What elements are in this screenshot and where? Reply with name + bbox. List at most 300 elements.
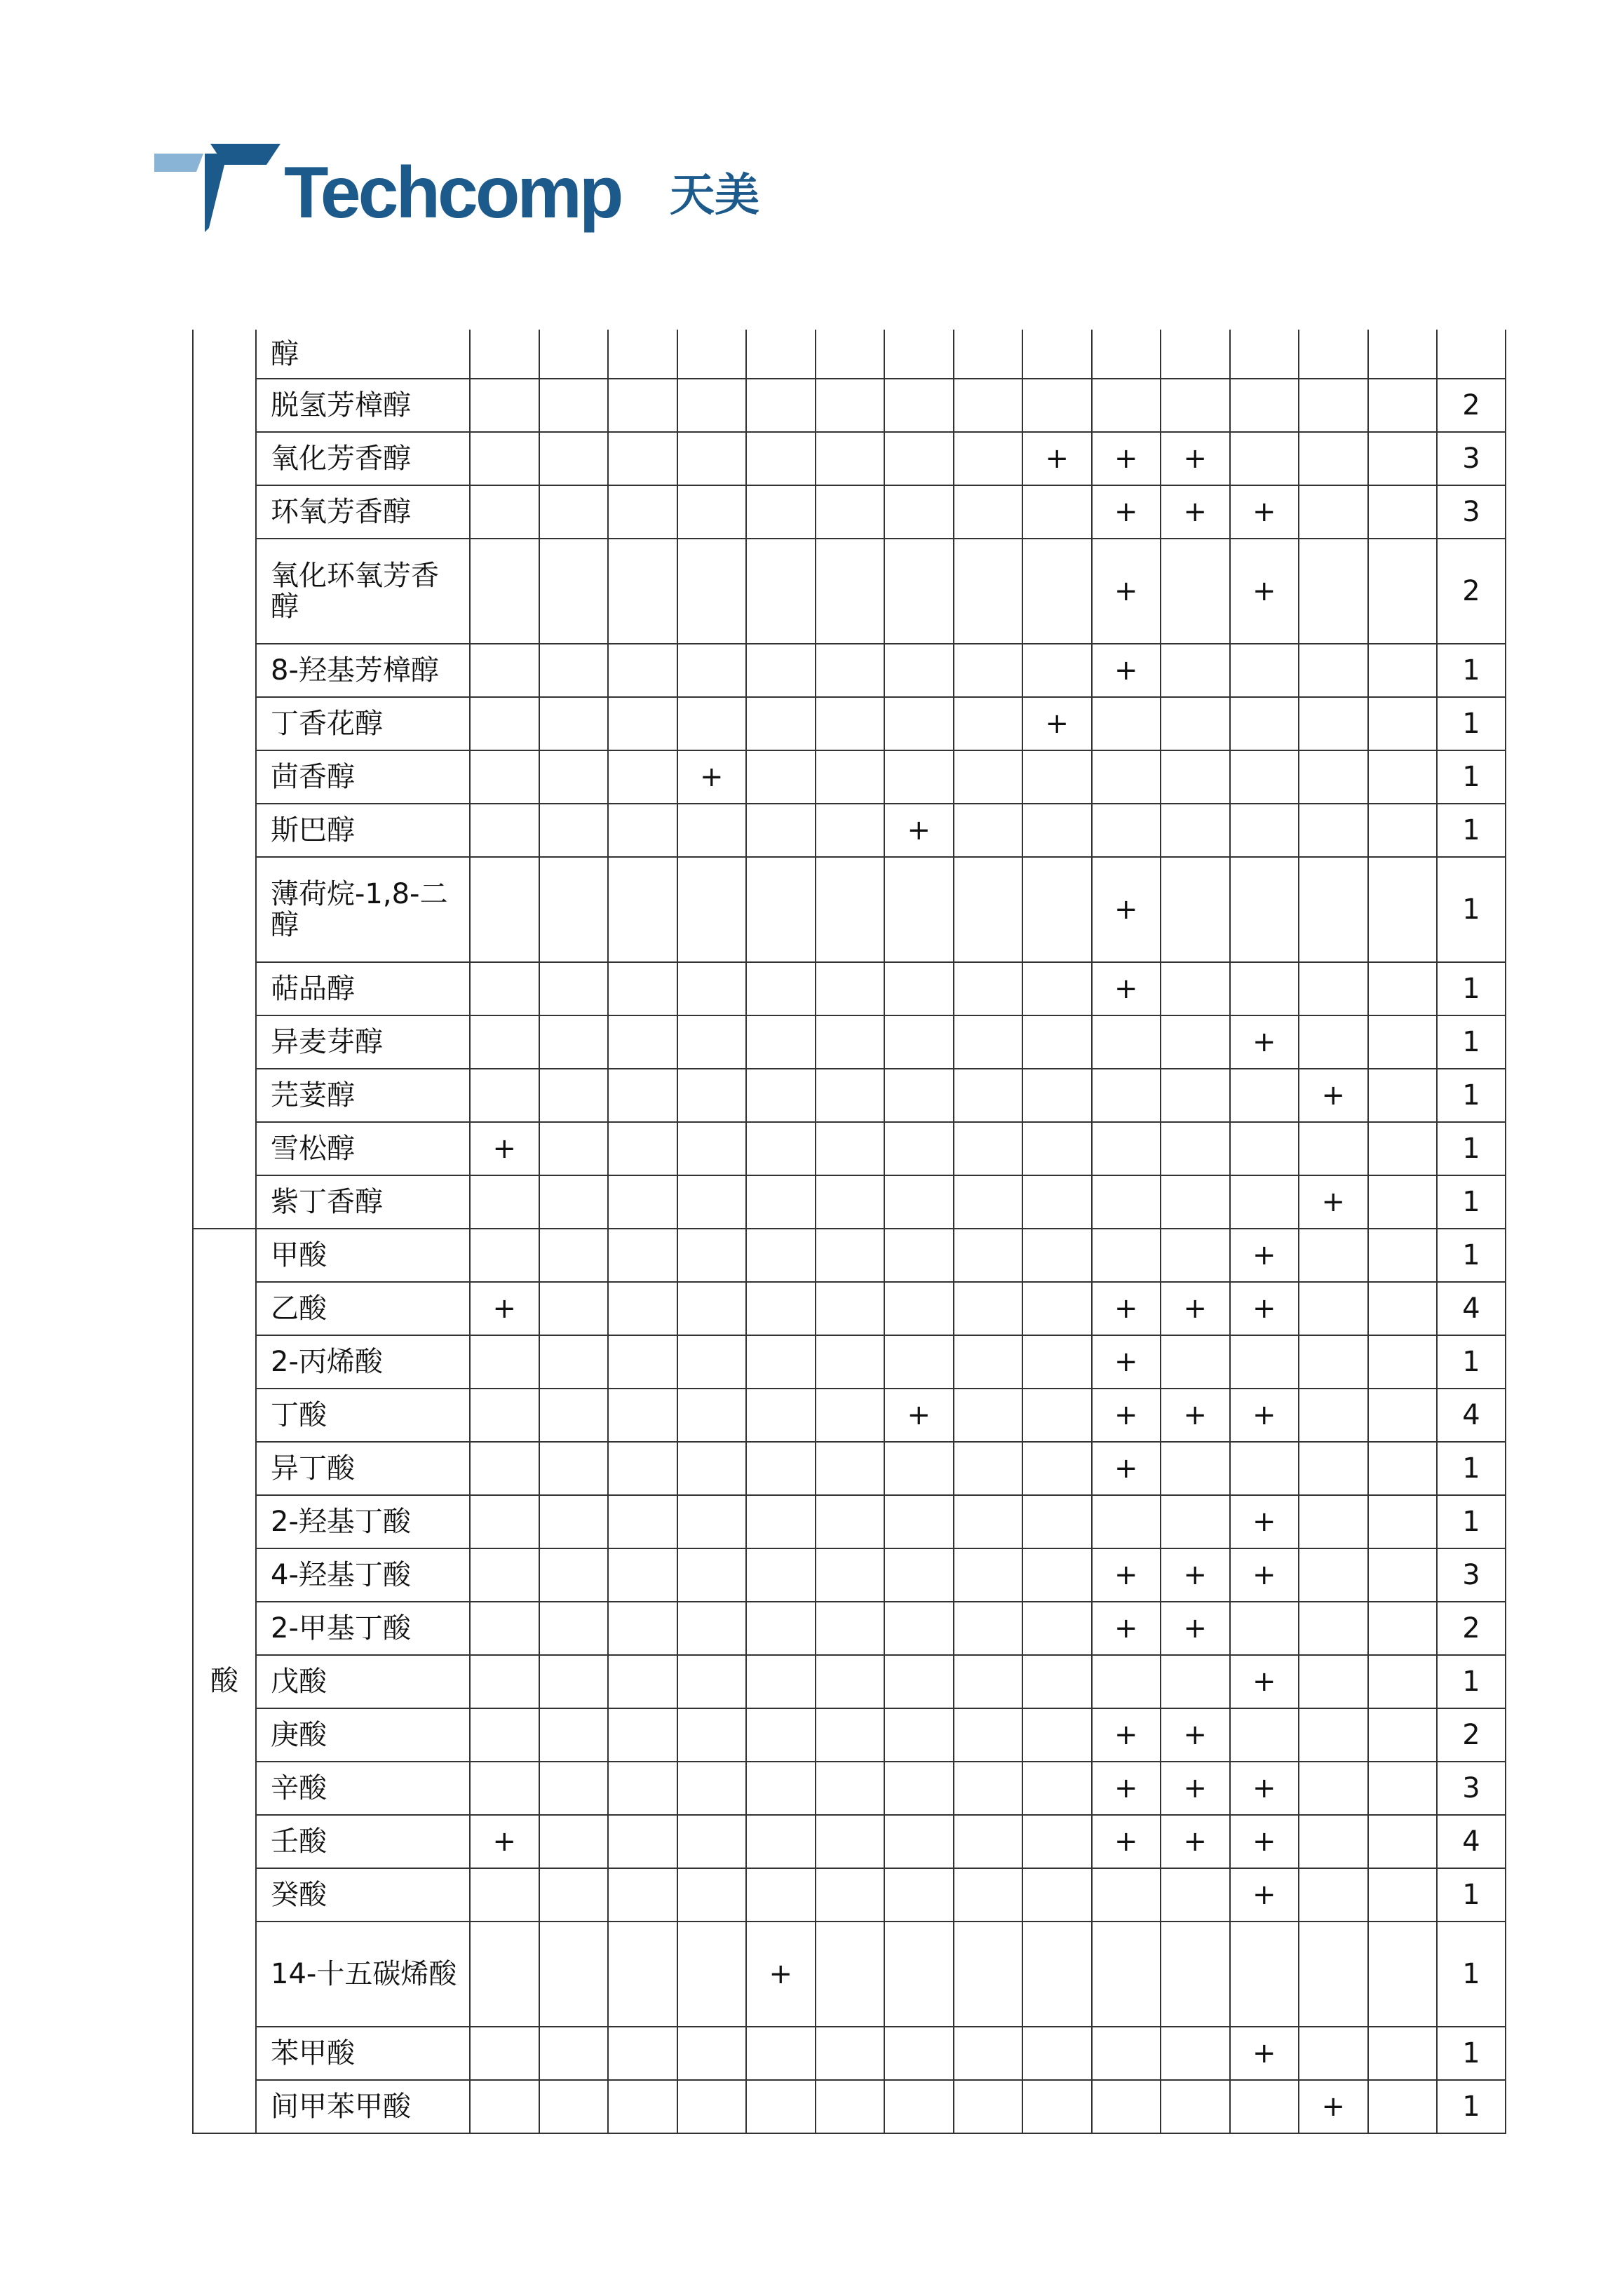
mark-cell	[1022, 1548, 1092, 1602]
mark-cell	[470, 379, 539, 432]
mark-cell	[1299, 962, 1368, 1015]
mark-cell	[746, 485, 816, 539]
mark-cell	[539, 1815, 609, 1868]
mark-cell	[608, 330, 677, 379]
mark-cell	[608, 1602, 677, 1655]
compound-name-cell: 脱氢芳樟醇	[256, 379, 470, 432]
table-row	[193, 1442, 1506, 1495]
compound-name-cell: 萜品醇	[256, 962, 470, 1015]
mark-cell: +	[1161, 1602, 1230, 1655]
count-cell: 4	[1437, 1282, 1506, 1335]
mark-cell: +	[884, 1389, 954, 1442]
mark-cell	[1368, 2027, 1438, 2080]
mark-cell	[884, 1122, 954, 1175]
mark-cell: +	[677, 750, 747, 804]
compound-name-cell: 8-羟基芳樟醇	[256, 644, 470, 697]
mark-cell	[816, 485, 885, 539]
count-cell: 1	[1437, 1868, 1506, 1922]
mark-cell	[884, 1922, 954, 2027]
mark-cell	[677, 804, 747, 857]
mark-cell	[816, 1282, 885, 1335]
compound-name-cell: 间甲苯甲酸	[256, 2080, 470, 2133]
mark-cell	[608, 697, 677, 750]
mark-cell	[608, 485, 677, 539]
compound-name-cell: 氧化芳香醇	[256, 432, 470, 485]
mark-cell	[1092, 1868, 1161, 1922]
mark-cell	[1092, 379, 1161, 432]
mark-cell: +	[1092, 1548, 1161, 1602]
mark-cell	[1230, 1442, 1299, 1495]
mark-cell	[1022, 1122, 1092, 1175]
mark-cell: +	[1299, 1175, 1368, 1229]
table-row	[193, 1495, 1506, 1548]
table-row	[193, 1868, 1506, 1922]
count-cell: 1	[1437, 2080, 1506, 2133]
mark-cell	[954, 432, 1023, 485]
count-cell: 2	[1437, 1602, 1506, 1655]
mark-cell	[608, 857, 677, 962]
mark-cell	[884, 1655, 954, 1708]
mark-cell	[1299, 432, 1368, 485]
mark-cell	[470, 1495, 539, 1548]
mark-cell	[884, 857, 954, 962]
mark-cell	[1092, 1069, 1161, 1122]
mark-cell	[1092, 750, 1161, 804]
mark-cell	[470, 539, 539, 644]
mark-cell	[677, 962, 747, 1015]
mark-cell	[1161, 1122, 1230, 1175]
mark-cell: +	[1092, 1389, 1161, 1442]
count-cell: 1	[1437, 1655, 1506, 1708]
mark-cell	[1230, 1922, 1299, 2027]
mark-cell	[1022, 1655, 1092, 1708]
compound-name-cell: 2-丙烯酸	[256, 1335, 470, 1389]
mark-cell	[746, 750, 816, 804]
count-cell: 1	[1437, 1442, 1506, 1495]
mark-cell	[1299, 1495, 1368, 1548]
mark-cell	[1368, 644, 1438, 697]
mark-cell	[677, 1762, 747, 1815]
mark-cell	[1161, 1442, 1230, 1495]
count-cell: 2	[1437, 379, 1506, 432]
mark-cell: +	[1230, 1868, 1299, 1922]
mark-cell	[1368, 1282, 1438, 1335]
mark-cell: +	[1230, 485, 1299, 539]
mark-cell	[539, 2080, 609, 2133]
mark-cell	[1299, 1122, 1368, 1175]
brand-name: Techcomp	[284, 152, 621, 234]
mark-cell	[884, 1762, 954, 1815]
mark-cell	[1299, 1229, 1368, 1282]
mark-cell	[746, 1229, 816, 1282]
mark-cell	[1299, 1602, 1368, 1655]
mark-cell	[816, 1122, 885, 1175]
mark-cell	[677, 1815, 747, 1868]
mark-cell	[608, 1015, 677, 1069]
mark-cell: +	[1092, 1335, 1161, 1389]
mark-cell	[608, 539, 677, 644]
mark-cell	[608, 1069, 677, 1122]
compound-name-cell: 斯巴醇	[256, 804, 470, 857]
mark-cell	[677, 1335, 747, 1389]
mark-cell	[746, 379, 816, 432]
mark-cell	[1368, 1708, 1438, 1762]
mark-cell: +	[1092, 962, 1161, 1015]
mark-cell	[816, 1389, 885, 1442]
mark-cell	[1022, 1389, 1092, 1442]
mark-cell	[608, 379, 677, 432]
table-row	[193, 330, 1506, 379]
mark-cell	[746, 1868, 816, 1922]
mark-cell	[746, 1602, 816, 1655]
mark-cell	[1092, 1122, 1161, 1175]
mark-cell	[677, 379, 747, 432]
mark-cell	[1230, 962, 1299, 1015]
mark-cell	[1022, 1282, 1092, 1335]
mark-cell	[1022, 1602, 1092, 1655]
table-row	[193, 1389, 1506, 1442]
mark-cell	[1368, 1335, 1438, 1389]
table-row	[193, 1708, 1506, 1762]
mark-cell	[816, 962, 885, 1015]
mark-cell	[677, 2027, 747, 2080]
count-cell: 1	[1437, 697, 1506, 750]
mark-cell	[1022, 485, 1092, 539]
mark-cell	[1161, 804, 1230, 857]
mark-cell	[470, 1335, 539, 1389]
mark-cell	[1299, 750, 1368, 804]
mark-cell: +	[1092, 1602, 1161, 1655]
mark-cell	[608, 1548, 677, 1602]
mark-cell	[677, 1708, 747, 1762]
category-cell	[193, 330, 256, 1229]
mark-cell	[470, 1548, 539, 1602]
compound-name-cell: 2-羟基丁酸	[256, 1495, 470, 1548]
mark-cell	[1161, 1335, 1230, 1389]
mark-cell: +	[1230, 1815, 1299, 1868]
mark-cell	[539, 804, 609, 857]
mark-cell	[539, 1762, 609, 1815]
mark-cell	[1299, 379, 1368, 432]
count-cell: 3	[1437, 1548, 1506, 1602]
mark-cell: +	[884, 804, 954, 857]
mark-cell	[1368, 697, 1438, 750]
mark-cell	[816, 2080, 885, 2133]
table-row	[193, 1655, 1506, 1708]
mark-cell	[1092, 1655, 1161, 1708]
mark-cell	[816, 1548, 885, 1602]
mark-cell	[1022, 1442, 1092, 1495]
mark-cell	[954, 1602, 1023, 1655]
mark-cell	[1230, 1335, 1299, 1389]
mark-cell	[816, 697, 885, 750]
mark-cell	[608, 432, 677, 485]
mark-cell	[608, 1122, 677, 1175]
mark-cell	[1022, 750, 1092, 804]
compound-name-cell: 壬酸	[256, 1815, 470, 1868]
mark-cell	[1368, 1868, 1438, 1922]
mark-cell	[884, 644, 954, 697]
mark-cell	[884, 1229, 954, 1282]
mark-cell	[1299, 697, 1368, 750]
mark-cell	[1092, 804, 1161, 857]
compound-name-cell: 癸酸	[256, 1868, 470, 1922]
mark-cell	[954, 1868, 1023, 1922]
mark-cell	[1299, 1868, 1368, 1922]
table-row	[193, 1602, 1506, 1655]
mark-cell	[539, 1015, 609, 1069]
mark-cell	[1368, 432, 1438, 485]
mark-cell	[539, 644, 609, 697]
mark-cell	[677, 1495, 747, 1548]
mark-cell	[539, 330, 609, 379]
mark-cell	[1022, 1015, 1092, 1069]
table-row	[193, 379, 1506, 432]
mark-cell	[1299, 1655, 1368, 1708]
count-cell: 1	[1437, 1069, 1506, 1122]
mark-cell	[1161, 1069, 1230, 1122]
mark-cell	[816, 1922, 885, 2027]
mark-cell	[954, 644, 1023, 697]
mark-cell	[816, 539, 885, 644]
mark-cell: +	[1299, 2080, 1368, 2133]
mark-cell: +	[1230, 1762, 1299, 1815]
compound-name-cell: 2-甲基丁酸	[256, 1602, 470, 1655]
mark-cell	[470, 697, 539, 750]
mark-cell	[746, 644, 816, 697]
mark-cell	[884, 1335, 954, 1389]
mark-cell	[608, 962, 677, 1015]
count-cell: 1	[1437, 2027, 1506, 2080]
mark-cell	[1022, 2027, 1092, 2080]
mark-cell	[539, 1868, 609, 1922]
mark-cell	[884, 1015, 954, 1069]
mark-cell: +	[1022, 697, 1092, 750]
mark-cell	[1299, 804, 1368, 857]
mark-cell	[746, 1282, 816, 1335]
mark-cell	[608, 1922, 677, 2027]
mark-cell	[746, 1708, 816, 1762]
techcomp-logo	[154, 144, 799, 249]
mark-cell	[1299, 1815, 1368, 1868]
mark-cell	[1092, 1229, 1161, 1282]
mark-cell: +	[1161, 1762, 1230, 1815]
mark-cell	[954, 1762, 1023, 1815]
mark-cell	[539, 1282, 609, 1335]
mark-cell	[1161, 2080, 1230, 2133]
mark-cell	[746, 962, 816, 1015]
compound-name-cell: 醇	[256, 330, 470, 379]
mark-cell	[1230, 1708, 1299, 1762]
mark-cell	[539, 857, 609, 962]
mark-cell	[608, 804, 677, 857]
mark-cell	[539, 1548, 609, 1602]
mark-cell	[954, 1229, 1023, 1282]
mark-cell	[1161, 2027, 1230, 2080]
mark-cell	[1161, 1655, 1230, 1708]
mark-cell	[954, 1389, 1023, 1442]
table-row	[193, 432, 1506, 485]
mark-cell	[1368, 1442, 1438, 1495]
mark-cell	[884, 1708, 954, 1762]
mark-cell	[1368, 1175, 1438, 1229]
mark-cell	[1161, 697, 1230, 750]
mark-cell: +	[1161, 1548, 1230, 1602]
table-row	[193, 1335, 1506, 1389]
mark-cell	[1161, 1229, 1230, 1282]
mark-cell	[746, 1389, 816, 1442]
mark-cell	[816, 1602, 885, 1655]
mark-cell	[677, 1015, 747, 1069]
mark-cell: +	[1161, 432, 1230, 485]
table-row	[193, 1815, 1506, 1868]
mark-cell	[1092, 330, 1161, 379]
mark-cell	[1161, 1868, 1230, 1922]
mark-cell	[1299, 1922, 1368, 2027]
mark-cell	[816, 1015, 885, 1069]
mark-cell: +	[1299, 1069, 1368, 1122]
mark-cell	[1299, 485, 1368, 539]
mark-cell	[608, 2080, 677, 2133]
mark-cell: +	[470, 1815, 539, 1868]
mark-cell	[1299, 1335, 1368, 1389]
mark-cell	[954, 1655, 1023, 1708]
mark-cell	[884, 330, 954, 379]
mark-cell	[677, 1602, 747, 1655]
mark-cell	[954, 1015, 1023, 1069]
count-cell: 1	[1437, 962, 1506, 1015]
mark-cell	[954, 1122, 1023, 1175]
mark-cell	[1161, 330, 1230, 379]
mark-cell	[539, 697, 609, 750]
mark-cell	[1022, 1069, 1092, 1122]
mark-cell	[539, 2027, 609, 2080]
table-row	[193, 804, 1506, 857]
mark-cell	[608, 1335, 677, 1389]
mark-cell	[746, 1015, 816, 1069]
mark-cell	[746, 857, 816, 962]
mark-cell	[1368, 2080, 1438, 2133]
mark-cell	[1230, 804, 1299, 857]
mark-cell	[816, 1175, 885, 1229]
mark-cell	[1230, 2080, 1299, 2133]
mark-cell	[1368, 485, 1438, 539]
mark-cell: +	[470, 1122, 539, 1175]
mark-cell: +	[1230, 539, 1299, 644]
mark-cell	[1092, 1922, 1161, 2027]
compound-name-cell: 丁酸	[256, 1389, 470, 1442]
mark-cell	[954, 379, 1023, 432]
mark-cell	[746, 2080, 816, 2133]
mark-cell: +	[1092, 485, 1161, 539]
mark-cell	[954, 697, 1023, 750]
count-cell: 1	[1437, 1495, 1506, 1548]
mark-cell	[1230, 644, 1299, 697]
mark-cell	[470, 1069, 539, 1122]
mark-cell	[608, 1229, 677, 1282]
mark-cell	[1161, 539, 1230, 644]
mark-cell	[746, 539, 816, 644]
mark-cell	[954, 1922, 1023, 2027]
compound-name-cell: 丁香花醇	[256, 697, 470, 750]
mark-cell	[1368, 750, 1438, 804]
mark-cell	[677, 1655, 747, 1708]
mark-cell	[677, 1282, 747, 1335]
mark-cell	[1230, 330, 1299, 379]
mark-cell	[677, 1548, 747, 1602]
mark-cell	[470, 1655, 539, 1708]
mark-cell	[1368, 857, 1438, 962]
compound-name-cell: 薄荷烷-1,8-二醇	[256, 857, 470, 962]
mark-cell	[539, 1122, 609, 1175]
count-cell: 2	[1437, 1708, 1506, 1762]
mark-cell	[677, 1122, 747, 1175]
table-row	[193, 1548, 1506, 1602]
mark-cell	[746, 1122, 816, 1175]
mark-cell	[816, 1655, 885, 1708]
compound-name-cell: 苯甲酸	[256, 2027, 470, 2080]
mark-cell	[470, 1602, 539, 1655]
mark-cell: +	[1161, 1815, 1230, 1868]
mark-cell	[1230, 1602, 1299, 1655]
mark-cell	[470, 750, 539, 804]
mark-cell	[1368, 1015, 1438, 1069]
mark-cell	[954, 1495, 1023, 1548]
mark-cell	[884, 1602, 954, 1655]
mark-cell	[816, 1495, 885, 1548]
count-cell: 3	[1437, 1762, 1506, 1815]
mark-cell	[954, 804, 1023, 857]
mark-cell	[608, 1389, 677, 1442]
mark-cell	[677, 432, 747, 485]
mark-cell	[746, 1655, 816, 1708]
compound-name-cell: 氧化环氧芳香醇	[256, 539, 470, 644]
mark-cell	[1161, 1015, 1230, 1069]
mark-cell	[816, 1442, 885, 1495]
mark-cell	[677, 539, 747, 644]
mark-cell	[1161, 750, 1230, 804]
mark-cell	[470, 1389, 539, 1442]
mark-cell	[1022, 1495, 1092, 1548]
mark-cell	[954, 1708, 1023, 1762]
mark-cell	[884, 1495, 954, 1548]
mark-cell	[954, 2080, 1023, 2133]
mark-cell	[954, 962, 1023, 1015]
mark-cell	[1092, 1495, 1161, 1548]
mark-cell	[954, 330, 1023, 379]
mark-cell: +	[1092, 432, 1161, 485]
mark-cell	[884, 750, 954, 804]
mark-cell	[816, 750, 885, 804]
count-cell: 1	[1437, 1229, 1506, 1282]
mark-cell	[539, 1442, 609, 1495]
mark-cell	[539, 1069, 609, 1122]
mark-cell	[677, 1442, 747, 1495]
mark-cell	[1022, 330, 1092, 379]
mark-cell	[470, 1762, 539, 1815]
mark-cell	[816, 1868, 885, 1922]
table-row	[193, 962, 1506, 1015]
mark-cell	[677, 2080, 747, 2133]
mark-cell	[608, 1815, 677, 1868]
count-cell: 1	[1437, 1175, 1506, 1229]
compound-name-cell: 茴香醇	[256, 750, 470, 804]
compound-name-cell: 14-十五碳烯酸	[256, 1922, 470, 2027]
mark-cell	[608, 1868, 677, 1922]
mark-cell	[1230, 697, 1299, 750]
table-row	[193, 1922, 1506, 2027]
compound-name-cell: 戊酸	[256, 1655, 470, 1708]
